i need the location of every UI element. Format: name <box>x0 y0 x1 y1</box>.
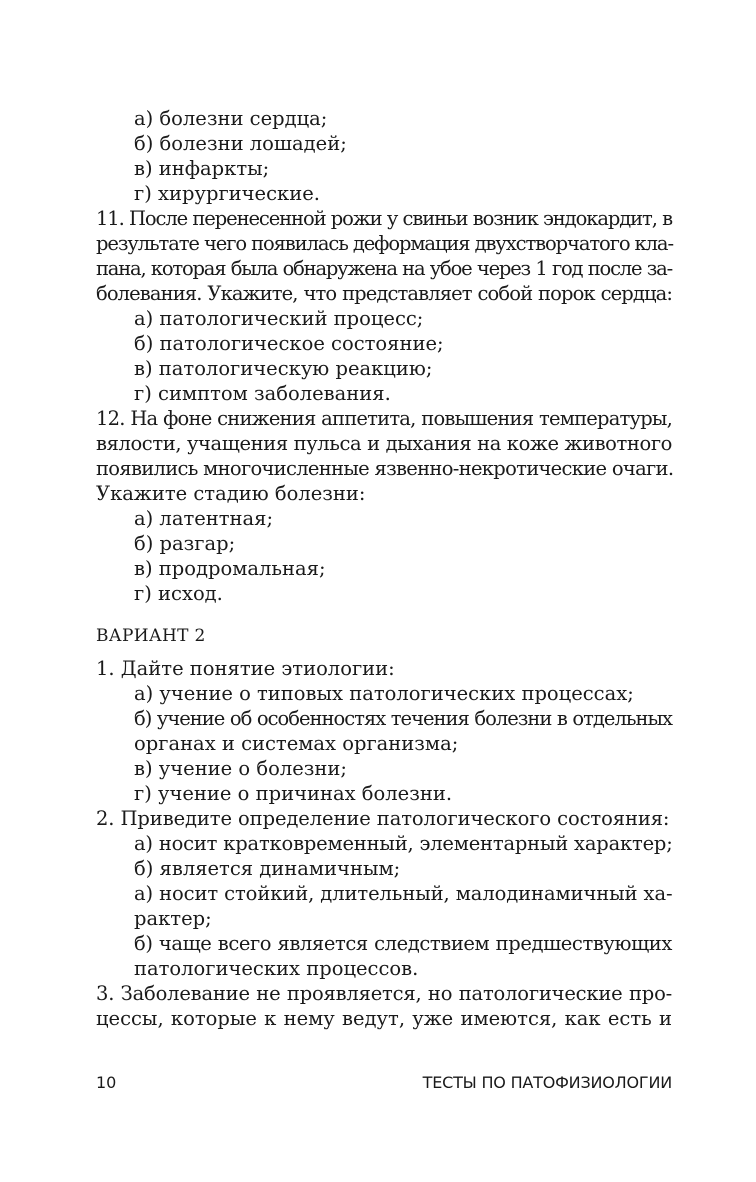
answer-option: б) разгар; <box>134 532 236 555</box>
question-text: пана, которая была обнаружена на убое через 1 год после за- <box>96 257 672 280</box>
answer-option: а) носит кратковременный, элементарный характер; <box>134 832 673 855</box>
answer-option: б) патологическое состояние; <box>134 332 444 355</box>
question-text: 1. Дайте понятие этиологии: <box>96 657 395 680</box>
answer-option: а) носит стойкий, длительный, малодинамичный ха- <box>134 882 673 905</box>
answer-option: б) болезни лошадей; <box>134 132 347 155</box>
question-text: 2. Приведите определение патологического состояния: <box>96 807 670 830</box>
answer-option: г) хирургические. <box>134 182 320 205</box>
question-text: результате чего появилась деформация двухстворчатого кла- <box>96 232 673 255</box>
answer-option: а) латентная; <box>134 507 274 530</box>
answer-option: в) инфаркты; <box>134 157 270 180</box>
answer-option: в) продромальная; <box>134 557 326 580</box>
question-text: появились многочисленные язвенно-некротические очаги. <box>96 457 674 480</box>
answer-option: б) чаще всего является следствием предшествующих <box>134 932 672 955</box>
answer-option: рактер; <box>134 907 212 930</box>
answer-option: б) является динамичным; <box>134 857 401 880</box>
running-title: ТЕСТЫ ПО ПАТОФИЗИОЛОГИИ <box>422 1073 672 1092</box>
answer-option: а) учение о типовых патологических процессах; <box>134 682 634 705</box>
question-text: болевания. Укажите, что представляет собой порок сердца: <box>96 282 672 305</box>
question-text: цессы, которые к нему ведут, уже имеются, как есть и <box>96 1007 672 1030</box>
answer-option: а) болезни сердца; <box>134 107 328 130</box>
answer-option: б) учение об особенностях течения болезни в отдельных <box>134 707 672 730</box>
answer-option: патологических процессов. <box>134 957 419 980</box>
answer-option: органах и системах организма; <box>134 732 459 755</box>
answer-option: в) патологическую реакцию; <box>134 357 433 380</box>
answer-option: г) учение о причинах болезни. <box>134 782 453 805</box>
page-number: 10 <box>96 1073 117 1092</box>
question-text: вялости, учащения пульса и дыхания на коже животного <box>96 432 672 455</box>
question-text: 3. Заболевание не проявляется, но патологические про- <box>96 982 672 1005</box>
answer-option: г) симптом заболевания. <box>134 382 391 405</box>
question-text: Укажите стадию болезни: <box>96 482 366 505</box>
answer-option: в) учение о болезни; <box>134 757 347 780</box>
question-text: 11. После перенесенной рожи у свиньи возник эндокардит, в <box>96 207 672 230</box>
section-heading: ВАРИАНТ 2 <box>96 626 206 646</box>
answer-option: г) исход. <box>134 582 223 605</box>
answer-option: а) патологический процесс; <box>134 307 424 330</box>
question-text: 12. На фоне снижения аппетита, повышения температуры, <box>96 407 672 430</box>
